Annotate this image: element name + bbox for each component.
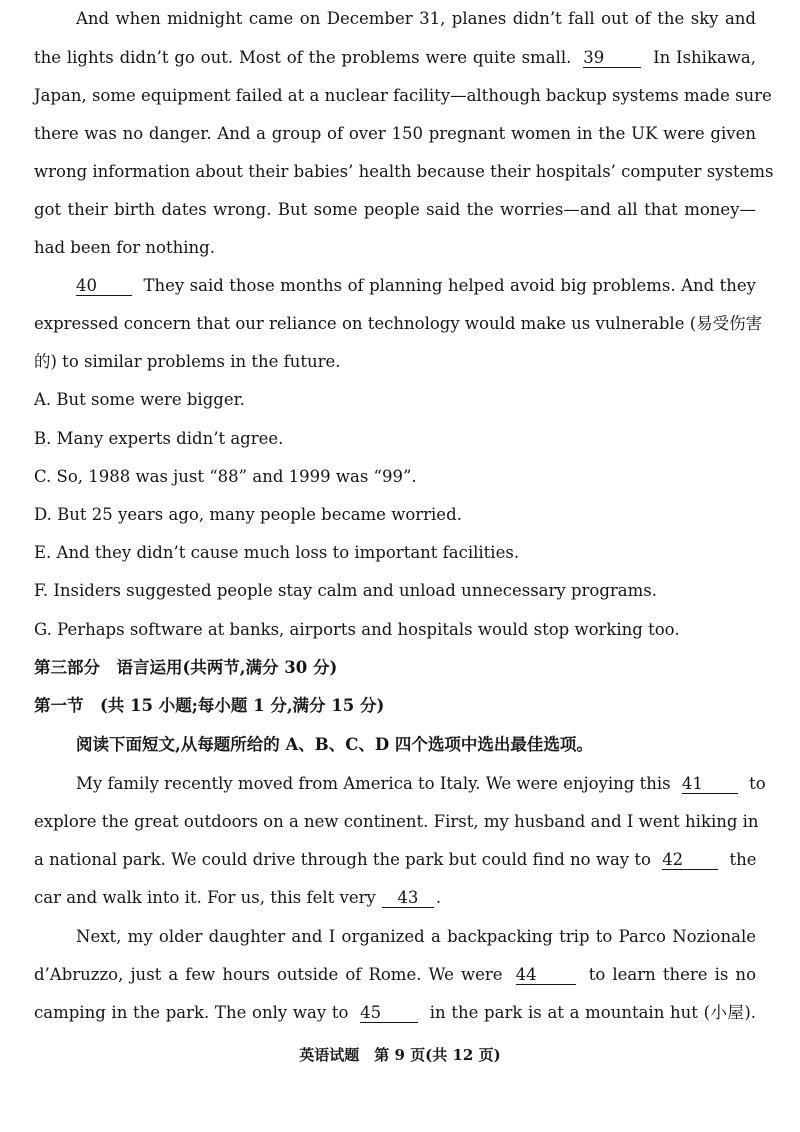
option-b: B. Many experts didn’t agree. <box>34 429 284 448</box>
page-footer: 英语试题 第 9 页(共 12 页) <box>299 1046 501 1064</box>
para4-line2-text-b: to learn there is no <box>588 965 756 984</box>
para3-line3-text-a: a national park. We could drive through the park but could find no way to <box>34 850 651 869</box>
para1-line6: got their birth dates wrong. But some people said the worries—and all that money— <box>34 200 756 219</box>
para3-line1-text-a: My family recently moved from America to Italy. We were enjoying this <box>76 774 671 793</box>
para4-line2-text-a: d’Abruzzo, just a few hours outside of Rome. We were <box>34 965 503 984</box>
para4-line3 <box>34 1003 756 1023</box>
para1-line1: And when midnight came on December 31, planes didn’t fall out of the sky and <box>76 9 756 28</box>
option-c: C. So, 1988 was just “88” and 1999 was “99”. <box>34 467 417 486</box>
para1-line4: there was no danger. And a group of over 150 pregnant women in the UK were given <box>34 124 756 143</box>
blank-40: 40 <box>76 277 132 296</box>
blank-39: 39 <box>583 49 641 68</box>
para1-line2-text-a: the lights didn’t go out. Most of the problems were quite small. <box>34 48 572 67</box>
para1-line5: wrong information about their babies’ health because their hospitals’ computer systems <box>34 162 774 181</box>
section3-title: 第三部分 语言运用(共两节,满分 30 分) <box>34 658 338 677</box>
para3-line3 <box>34 850 756 870</box>
option-f: F. Insiders suggested people stay calm and unload unnecessary programs. <box>34 581 657 600</box>
para4-line2 <box>34 965 756 985</box>
option-e: E. And they didn’t cause much loss to important facilities. <box>34 543 520 562</box>
blank-42: 42 <box>662 851 718 870</box>
section3-instruction: 阅读下面短文,从每题所给的 A、B、C、D 四个选项中选出最佳选项。 <box>76 735 593 754</box>
para3-line3-text-b: the <box>729 850 757 869</box>
option-g: G. Perhaps software at banks, airports and hospitals would stop working too. <box>34 620 680 639</box>
para4-line3-text-b: in the park is at a mountain hut (小屋). <box>429 1003 756 1022</box>
para1-line3: Japan, some equipment failed at a nuclear facility—although backup systems made sure <box>34 86 772 105</box>
para4-line1: Next, my older daughter and I organized a backpacking trip to Parco Nozionale <box>76 927 756 946</box>
blank-41: 41 <box>682 775 738 794</box>
para3-line1-text-b: to <box>749 774 766 793</box>
para3-line4-text-a: car and walk into it. For us, this felt very <box>34 888 376 907</box>
option-a: A. But some were bigger. <box>34 390 245 409</box>
para2-line3: 的) to similar problems in the future. <box>34 352 341 371</box>
para1-line7: had been for nothing. <box>34 238 215 257</box>
para3-line1 <box>76 774 766 794</box>
option-d: D. But 25 years ago, many people became worried. <box>34 505 462 524</box>
para4-line3-text-a: camping in the park. The only way to <box>34 1003 349 1022</box>
para2-line1 <box>76 276 756 296</box>
para3-line2: explore the great outdoors on a new continent. First, my husband and I went hiking in <box>34 812 759 831</box>
blank-44: 44 <box>516 966 576 985</box>
blank-45: 45 <box>360 1004 418 1023</box>
para2-line2: expressed concern that our reliance on technology would make us vulnerable (易受伤害 <box>34 314 763 333</box>
para3-line4 <box>34 888 756 908</box>
para1-line2-text-b: In Ishikawa, <box>653 48 756 67</box>
para1-line2 <box>34 48 756 68</box>
blank-43: 43 <box>382 889 434 908</box>
para2-line1-text: They said those months of planning helped avoid big problems. And they <box>143 276 756 295</box>
para3-line4-text-b: . <box>435 888 442 907</box>
section3-subtitle: 第一节 (共 15 小题;每小题 1 分,满分 15 分) <box>34 696 385 715</box>
